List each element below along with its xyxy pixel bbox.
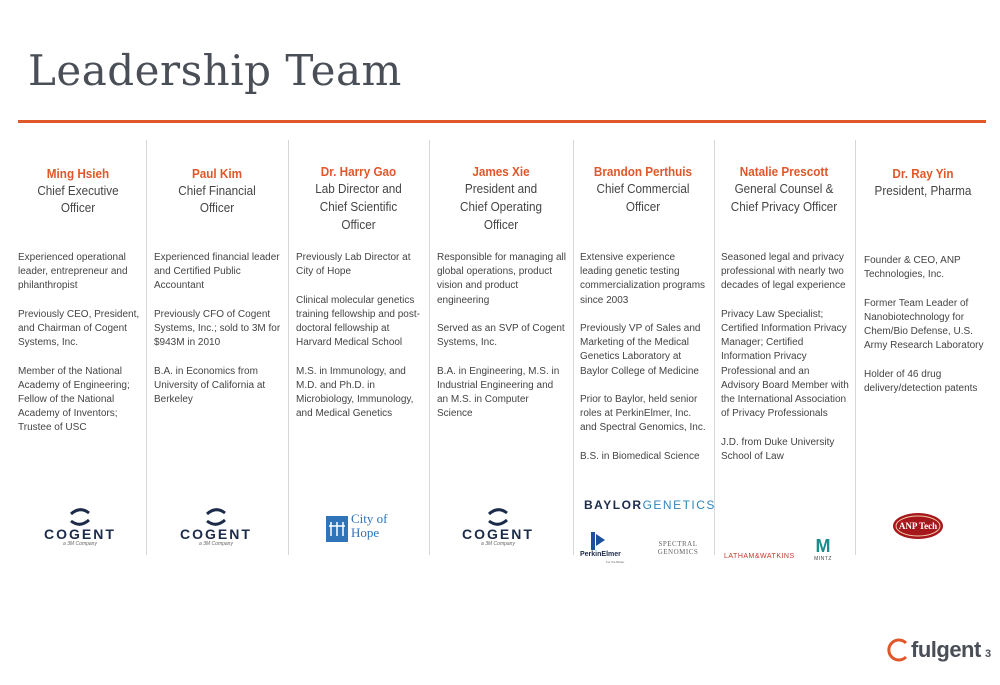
bio-paragraph: Holder of 46 drug delivery/detection patents bbox=[864, 368, 978, 394]
city-of-hope-line2: Hope bbox=[351, 525, 380, 540]
member-bio bbox=[154, 251, 282, 421]
anp-tech-logo bbox=[892, 512, 944, 540]
column-divider bbox=[855, 140, 856, 555]
member-role: President, Pharma bbox=[874, 183, 972, 198]
cogent-subtitle: a 3M Company bbox=[481, 541, 515, 547]
team-member-ming-hsieh bbox=[14, 140, 142, 555]
member-bio bbox=[580, 251, 708, 478]
member-name: Natalie Prescott bbox=[739, 164, 829, 179]
mintz-wordmark: MINTZ bbox=[814, 556, 832, 562]
column-divider bbox=[429, 140, 430, 555]
member-role: Officer bbox=[625, 199, 661, 214]
member-name: Dr. Harry Gao bbox=[320, 164, 397, 179]
bio-paragraph: Former Team Leader of Nanobiotechnology for Chem/Bio Defense, U.S. Army Research Laboratory bbox=[864, 297, 984, 352]
fulgent-logo bbox=[886, 636, 981, 668]
member-name: Paul Kim bbox=[191, 166, 243, 181]
mintz-logo bbox=[812, 536, 834, 566]
bio-paragraph: B.A. in Economics from University of California at Berkeley bbox=[154, 365, 266, 405]
cogent-swirl-icon bbox=[67, 508, 93, 526]
bio-paragraph: Previously VP of Sales and Marketing of the Medical Genetics Laboratory at Baylor College of Medicine bbox=[580, 323, 701, 377]
cogent-wordmark: COGENT bbox=[462, 526, 534, 542]
perkinelmer-logo bbox=[580, 532, 632, 562]
member-role: Chief Privacy Officer bbox=[730, 199, 838, 214]
baylor-wordmark: BAYLOR bbox=[584, 498, 643, 512]
member-name: James Xie bbox=[472, 164, 530, 179]
column-divider bbox=[573, 140, 574, 555]
spectral-genomics-logo bbox=[648, 540, 708, 566]
bio-paragraph: Previously CFO of Cogent Systems, Inc.; sold to 3M for $943M in 2010 bbox=[154, 308, 281, 349]
cogent-wordmark: COGENT bbox=[44, 526, 116, 542]
member-name: Ming Hsieh bbox=[46, 166, 110, 181]
title-rule bbox=[18, 120, 986, 123]
bio-paragraph: Experienced operational leader, entrepreneur and philanthropist bbox=[18, 252, 128, 292]
team-member-brandon-perthuis bbox=[576, 140, 710, 555]
bio-paragraph: B.A. in Engineering, M.S. in Industrial Engineering and an M.S. in Computer Science bbox=[437, 365, 560, 420]
anp-tech-wordmark: ANP Tech bbox=[898, 521, 938, 531]
member-role: Chief Operating bbox=[460, 199, 542, 214]
genetics-wordmark: GENETICS bbox=[642, 498, 716, 512]
member-role: General Counsel & bbox=[734, 181, 834, 196]
fulgent-ring-icon bbox=[886, 638, 910, 662]
cogent-logo bbox=[30, 508, 130, 554]
bio-paragraph: Served as an SVP of Cogent Systems, Inc. bbox=[437, 323, 565, 349]
bio-paragraph: Previously Lab Director at City of Hope bbox=[296, 252, 411, 278]
member-name: Brandon Perthuis bbox=[593, 164, 693, 179]
member-role: Officer bbox=[60, 200, 96, 215]
perkinelmer-tagline: For the Better bbox=[606, 560, 625, 564]
bio-paragraph: Clinical molecular genetics training fellowship and post-doctoral fellowship at Harvard Medical School bbox=[296, 294, 420, 349]
member-role: Chief Financial bbox=[178, 183, 256, 198]
member-role: Officer bbox=[341, 217, 376, 232]
mintz-mark-icon: M bbox=[815, 536, 831, 556]
bio-paragraph: J.D. from Duke University School of Law bbox=[721, 436, 835, 462]
member-role: Chief Commercial bbox=[596, 181, 690, 196]
bio-paragraph: M.S. in Immunology, and M.D. and Ph.D. in Microbiology, Immunology, and Medical Genetics bbox=[296, 365, 414, 420]
spectral-line1: SPECTRAL bbox=[658, 540, 698, 548]
team-member-paul-kim bbox=[150, 140, 284, 555]
city-of-hope-mark-icon bbox=[326, 516, 348, 542]
member-bio bbox=[437, 251, 567, 436]
latham-watkins-logo: LATHAM&WATKINS bbox=[724, 553, 795, 560]
team-member-natalie-prescott bbox=[717, 140, 851, 555]
page-title: Leadership Team bbox=[28, 46, 402, 95]
member-bio bbox=[18, 251, 140, 450]
cogent-wordmark: COGENT bbox=[180, 526, 252, 542]
page-number: 3 bbox=[985, 648, 992, 660]
member-bio bbox=[721, 251, 849, 478]
city-of-hope-line1: City of bbox=[351, 511, 388, 526]
member-role: Officer bbox=[199, 200, 235, 215]
cogent-swirl-icon bbox=[203, 508, 229, 526]
team-member-ray-yin bbox=[860, 140, 986, 555]
member-role: Chief Scientific bbox=[319, 199, 398, 214]
team-member-james-xie bbox=[433, 140, 569, 555]
member-bio bbox=[864, 254, 984, 410]
city-of-hope-logo bbox=[326, 512, 396, 546]
spectral-line2: GENOMICS bbox=[657, 548, 699, 556]
bio-paragraph: Privacy Law Specialist; Certified Information Privacy Manager; Certified Information Privacy Professional and an Advisory Board Member with the International Association of Privacy Professionals bbox=[721, 308, 849, 420]
bio-paragraph: Member of the National Academy of Engineering; Fellow of the National Academy of Inventors; Trustee of USC bbox=[18, 365, 130, 434]
bio-paragraph: Prior to Baylor, held senior roles at PerkinElmer, Inc. and Spectral Genomics, Inc. bbox=[580, 394, 706, 434]
cogent-logo bbox=[448, 508, 548, 554]
bio-paragraph: Extensive experience leading genetic testing commercialization programs since 2003 bbox=[580, 252, 706, 306]
cogent-subtitle: a 3M Company bbox=[63, 541, 97, 547]
baylor-genetics-logo bbox=[584, 498, 716, 512]
member-role: Officer bbox=[483, 217, 519, 232]
fulgent-wordmark: fulgent bbox=[911, 637, 981, 662]
bio-paragraph: Previously CEO, President, and Chairman of Cogent Systems, Inc. bbox=[18, 308, 140, 349]
column-divider bbox=[714, 140, 715, 555]
perkinelmer-mark-icon bbox=[590, 532, 606, 550]
member-role: Chief Executive bbox=[37, 183, 119, 198]
cogent-logo bbox=[166, 508, 266, 554]
column-divider bbox=[288, 140, 289, 555]
bio-paragraph: B.S. in Biomedical Science bbox=[580, 450, 700, 462]
member-name: Dr. Ray Yin bbox=[892, 166, 954, 181]
bio-paragraph: Experienced financial leader and Certified Public Accountant bbox=[154, 252, 280, 292]
member-role: President and bbox=[464, 181, 538, 196]
anp-tech-emblem-icon bbox=[892, 512, 944, 540]
column-divider bbox=[146, 140, 147, 555]
bio-paragraph: Responsible for managing all global operations, product vision and product engineering bbox=[437, 252, 566, 306]
cogent-subtitle: a 3M Company bbox=[199, 541, 233, 547]
perkinelmer-wordmark: PerkinElmer bbox=[580, 551, 621, 558]
team-member-harry-gao bbox=[292, 140, 425, 555]
member-bio bbox=[296, 251, 423, 436]
cogent-swirl-icon bbox=[485, 508, 511, 526]
bio-paragraph: Founder & CEO, ANP Technologies, Inc. bbox=[864, 255, 961, 281]
member-role: Lab Director and bbox=[315, 181, 402, 196]
bio-paragraph: Seasoned legal and privacy professional with nearly two decades of legal experience bbox=[721, 252, 846, 292]
